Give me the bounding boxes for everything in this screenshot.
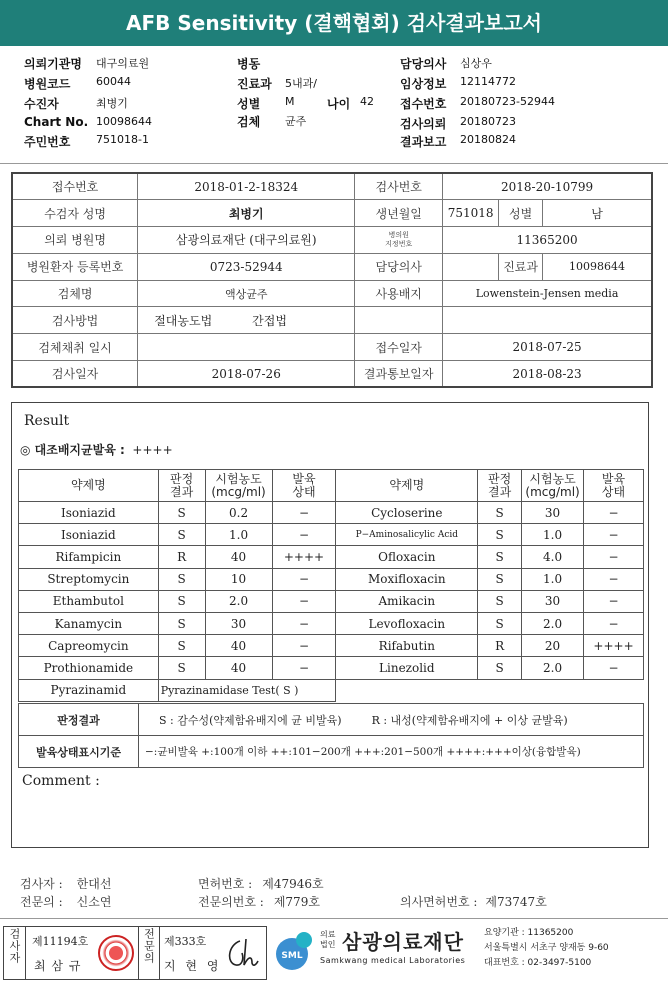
designation-label: 병의원 지정번호 — [355, 227, 443, 254]
header-field: 검체 균주 — [237, 115, 307, 129]
org-address: 요양기관 : 11365200 서울특별시 서초구 양재동 9-60 대표번호 : 02-3497-5100 — [484, 928, 609, 968]
table-row: Kanamycin S 30 − Levofloxacin S 2.0 − — [19, 612, 644, 634]
signature-stamp-box: 검사자 제11194호 최 삼 규 전문의 제333호 지 현 영 — [3, 926, 267, 980]
table-row: Ethambutol S 2.0 − Amikacin S 30 − — [19, 590, 644, 612]
header-field: 검사의뢰 20180723 — [400, 115, 516, 131]
table-row: Streptomycin S 10 − Moxifloxacin S 1.0 − — [19, 568, 644, 590]
header-field: 병원코드 60044 — [24, 75, 131, 91]
spec-license-line: 전문의번호 : 제779호 — [198, 895, 320, 909]
header-field: 주민번호 751018-1 — [24, 133, 149, 149]
header-field: 결과보고 20180824 — [400, 133, 516, 149]
specimen-info-table — [11, 172, 653, 388]
result-section — [11, 402, 649, 848]
table-row: 판정결과 S : 감수성(약제함유배지에 균 비발육) R : 내성(약제함유배지에 + 이상 균발육) — [19, 704, 644, 736]
header-divider — [0, 163, 668, 164]
handwritten-signature-icon — [222, 935, 262, 973]
control-growth: ◎ 대조배지균발육 : ++++ — [20, 443, 173, 457]
box-label: 전문의 — [138, 927, 160, 979]
header-field: 진료과 5내과/ — [237, 77, 317, 91]
header-field: 접수번호 20180723-52944 — [400, 95, 555, 111]
header-field: 의뢰기관명 대구의료원 — [24, 57, 150, 71]
table-row: 검체명 액상균주 사용배지 Lowenstein-Jensen media — [12, 280, 652, 307]
org-name: 삼광의료재단 — [342, 930, 464, 954]
comment-label: Comment : — [22, 773, 100, 789]
header-field: 임상정보 12114772 — [400, 75, 516, 91]
result-title: Result — [24, 413, 70, 429]
header-field: 담당의사 심상우 — [400, 57, 492, 71]
sml-logo-icon — [272, 928, 318, 974]
table-row: 병원환자 등록번호 0723-52944 담당의사 진료과 10098644 — [12, 253, 652, 280]
table-header-row: 약제명 판정 결과 시험농도 (mcg/ml) 발육 상태 약제명 판정 결과 시험농도 (mcg/ml) 발육 상태 — [19, 470, 644, 502]
header-age: 나이 42 — [327, 95, 374, 111]
table-row: Capreomycin S 40 − Rifabutin R 20 ++++ — [19, 635, 644, 657]
table-row: 접수번호 2018-01-2-18324 검사번호 2018-20-10799 — [12, 173, 652, 200]
header-field: 성별 M — [237, 95, 295, 111]
table-row: Isoniazid S 0.2 − Cycloserine S 30 − — [19, 502, 644, 524]
header-field: 수진자 최병기 — [24, 97, 128, 111]
svg-text:SML: SML — [281, 951, 303, 961]
official-seal-icon — [98, 935, 134, 971]
drug-sensitivity-table — [18, 469, 644, 702]
report-title-bar — [0, 0, 668, 46]
table-row: 검사방법 절대농도법 간접법 — [12, 307, 652, 334]
header-field: Chart No. 10098644 — [24, 115, 152, 129]
table-row: Isoniazid S 1.0 − P−Aminosalicylic Acid S 1.0 − — [19, 524, 644, 546]
table-row: 수검자 성명 최병기 생년월일 751018 성별 남 — [12, 200, 652, 227]
table-row: Rifampicin R 40 ++++ Ofloxacin S 4.0 − — [19, 546, 644, 568]
header-field: 병동 — [237, 57, 261, 71]
table-row: 검체채취 일시 접수일자 2018-07-25 — [12, 334, 652, 361]
table-row: 검사일자 2018-07-26 결과통보일자 2018-08-23 — [12, 361, 652, 388]
footer-divider — [0, 918, 668, 919]
specialist-line: 전문의 : 신소연 — [20, 895, 112, 909]
table-row: Pyrazinamid Pyrazinamidase Test( S ) — [19, 679, 644, 701]
license-line: 면허번호 : 제47946호 — [198, 877, 324, 891]
tester-line: 검사자 : 한대선 — [20, 877, 112, 891]
table-row: 발육상태표시기준 −:균비발육 +:100개 이하 ++:101−200개 +++:201−500개 ++++:+++이상(융합발육) — [19, 736, 644, 768]
doctor-license-line: 의사면허번호 : 제73747호 — [400, 895, 547, 909]
legend-table — [18, 703, 644, 768]
report-title: AFB Sensitivity (결핵협회) 검사결과보고서 — [126, 11, 542, 35]
org-english-name: Samkwang medical Laboratories — [320, 956, 466, 965]
box-label: 검사자 — [4, 927, 26, 979]
table-row: 의뢰 병원명 삼광의료재단 (대구의료원) 병의원 지정번호 11365200 — [12, 227, 652, 254]
org-prefix: 의료 법인 — [320, 930, 336, 949]
table-row: Prothionamide S 40 − Linezolid S 2.0 − — [19, 657, 644, 679]
